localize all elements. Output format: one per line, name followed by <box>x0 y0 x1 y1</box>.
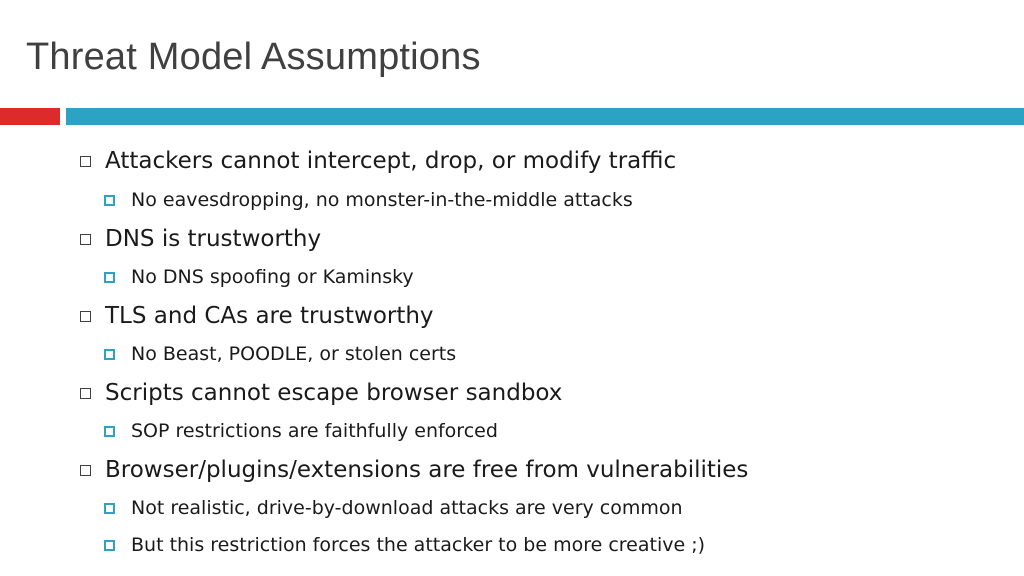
sub-bullet-text: No eavesdropping, no monster-in-the-middle attacks <box>131 189 633 211</box>
sub-bullet-text: Not realistic, drive-by-download attacks are very common <box>131 497 683 519</box>
hollow-square-bullet-icon <box>80 465 91 476</box>
slide-title: Threat Model Assumptions <box>26 36 481 78</box>
filled-square-bullet-icon <box>104 272 115 283</box>
bullet-text: Scripts cannot escape browser sandbox <box>105 380 563 406</box>
hollow-square-bullet-icon <box>80 234 91 245</box>
filled-square-bullet-icon <box>104 349 115 360</box>
filled-square-bullet-icon <box>104 540 115 551</box>
sub-bullet-text: No DNS spoofing or Kaminsky <box>131 266 414 288</box>
filled-square-bullet-icon <box>104 195 115 206</box>
filled-square-bullet-icon <box>104 503 115 514</box>
hollow-square-bullet-icon <box>80 311 91 322</box>
bullet-text: Browser/plugins/extensions are free from vulnerabilities <box>105 457 749 483</box>
title-accent-bar-blue <box>66 108 1024 125</box>
bullet-text: DNS is trustworthy <box>105 226 322 252</box>
sub-bullet-text: SOP restrictions are faithfully enforced <box>131 420 498 442</box>
sub-bullet-text: But this restriction forces the attacker to be more creative ;) <box>131 534 706 556</box>
sub-bullet-text: No Beast, POODLE, or stolen certs <box>131 343 457 365</box>
title-accent-bar-red <box>0 108 60 125</box>
bullet-text: TLS and CAs are trustworthy <box>105 303 434 329</box>
hollow-square-bullet-icon <box>80 388 91 399</box>
hollow-square-bullet-icon <box>80 156 91 167</box>
filled-square-bullet-icon <box>104 426 115 437</box>
bullet-text: Attackers cannot intercept, drop, or modify traffic <box>105 148 677 174</box>
